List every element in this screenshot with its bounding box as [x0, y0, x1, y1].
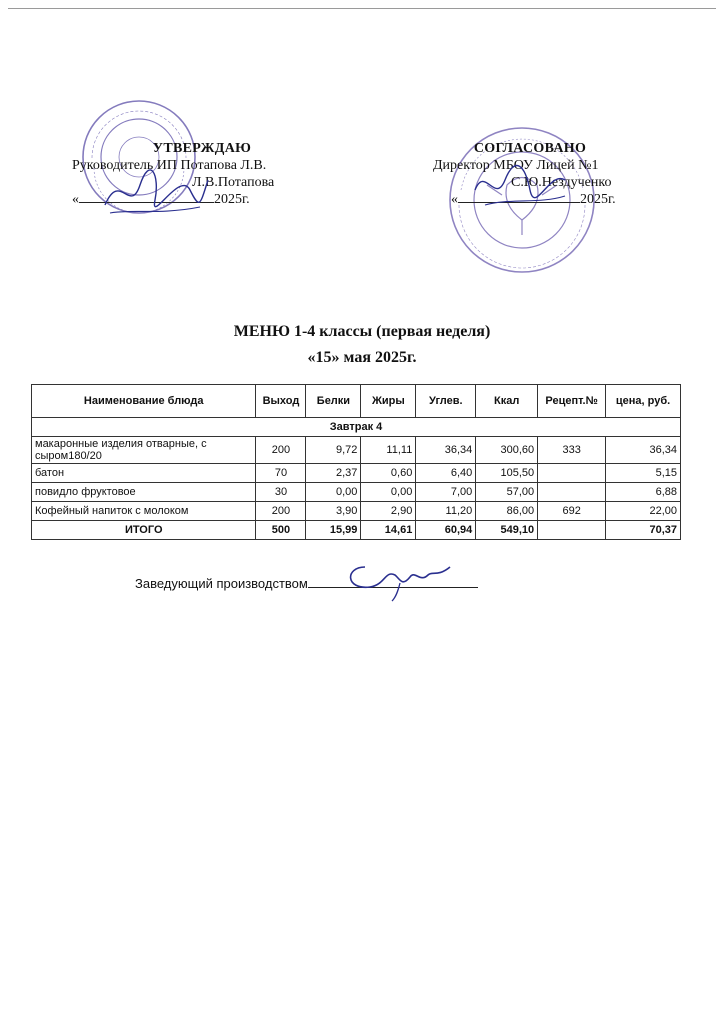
dish-fat: 0,00: [361, 483, 416, 502]
dish-fat: 2,90: [361, 502, 416, 521]
dish-protein: 2,37: [306, 464, 361, 483]
col-header-kcal: Ккал: [476, 385, 538, 418]
dish-output: 30: [256, 483, 306, 502]
production-head-signature: [340, 555, 460, 605]
dish-output: 70: [256, 464, 306, 483]
col-header-output: Выход: [256, 385, 306, 418]
table-row: [32, 483, 681, 502]
approval-right-date-prefix: «: [451, 192, 458, 207]
dish-name: Кофейный напиток с молоком: [32, 502, 256, 521]
dish-carbs: 6,40: [416, 464, 476, 483]
col-header-carbs: Углев.: [416, 385, 476, 418]
dish-carbs: 36,34: [416, 437, 476, 464]
right-handwritten-signature: [470, 160, 570, 215]
total-protein: 15,99: [306, 521, 361, 540]
approval-left-date-prefix: «: [72, 192, 79, 207]
table-row: [32, 437, 681, 464]
approval-right-position: Директор МБОУ Лицей №1: [433, 158, 599, 173]
left-handwritten-signature: [100, 165, 210, 220]
table-row: [32, 464, 681, 483]
col-header-name: Наименование блюда: [32, 385, 256, 418]
table-header-row: [32, 385, 681, 418]
total-recipe: [538, 521, 606, 540]
dish-name: повидло фруктовое: [32, 483, 256, 502]
total-output: 500: [256, 521, 306, 540]
approval-right-title: СОГЛАСОВАНО: [473, 141, 587, 156]
section-row: [32, 418, 681, 437]
menu-date: «15» мая 2025г.: [307, 349, 417, 366]
menu-table: [31, 384, 681, 540]
dish-recipe: [538, 464, 606, 483]
total-kcal: 549,10: [476, 521, 538, 540]
dish-kcal: 86,00: [476, 502, 538, 521]
dish-kcal: 300,60: [476, 437, 538, 464]
footer-label: Заведующий производством: [135, 576, 308, 591]
dish-recipe: [538, 483, 606, 502]
dish-kcal: 57,00: [476, 483, 538, 502]
approval-right-signature-name: С.Ю.Нездученко: [511, 175, 612, 190]
dish-price: 5,15: [606, 464, 681, 483]
section-label: Завтрак 4: [32, 418, 681, 437]
total-carbs: 60,94: [416, 521, 476, 540]
scan-edge-line: [8, 8, 716, 9]
col-header-protein: Белки: [306, 385, 361, 418]
total-fat: 14,61: [361, 521, 416, 540]
col-header-recipe: Рецепт.№: [538, 385, 606, 418]
approval-left-date-suffix: 2025г.: [214, 192, 250, 207]
dish-protein: 9,72: [306, 437, 361, 464]
dish-recipe: 333: [538, 437, 606, 464]
col-header-fat: Жиры: [361, 385, 416, 418]
approval-right-date-suffix: 2025г.: [580, 192, 616, 207]
dish-output: 200: [256, 502, 306, 521]
approval-left-position: Руководитель ИП Потапова Л.В.: [72, 158, 267, 173]
total-price: 70,37: [606, 521, 681, 540]
dish-price: 36,34: [606, 437, 681, 464]
dish-carbs: 11,20: [416, 502, 476, 521]
dish-recipe: 692: [538, 502, 606, 521]
dish-name: батон: [32, 464, 256, 483]
dish-output: 200: [256, 437, 306, 464]
dish-price: 22,00: [606, 502, 681, 521]
total-row: [32, 521, 681, 540]
approval-left-signature-name: Л.В.Потапова: [192, 175, 275, 190]
dish-fat: 0,60: [361, 464, 416, 483]
dish-name: макаронные изделия отварные, с сыром180/20: [32, 437, 256, 464]
approval-left-title: УТВЕРЖДАЮ: [152, 141, 252, 156]
dish-fat: 11,11: [361, 437, 416, 464]
dish-protein: 0,00: [306, 483, 361, 502]
col-header-price: цена, руб.: [606, 385, 681, 418]
dish-price: 6,88: [606, 483, 681, 502]
table-row: [32, 502, 681, 521]
menu-title: МЕНЮ 1-4 классы (первая неделя): [233, 323, 491, 340]
total-label: ИТОГО: [32, 521, 256, 540]
dish-kcal: 105,50: [476, 464, 538, 483]
dish-carbs: 7,00: [416, 483, 476, 502]
dish-protein: 3,90: [306, 502, 361, 521]
